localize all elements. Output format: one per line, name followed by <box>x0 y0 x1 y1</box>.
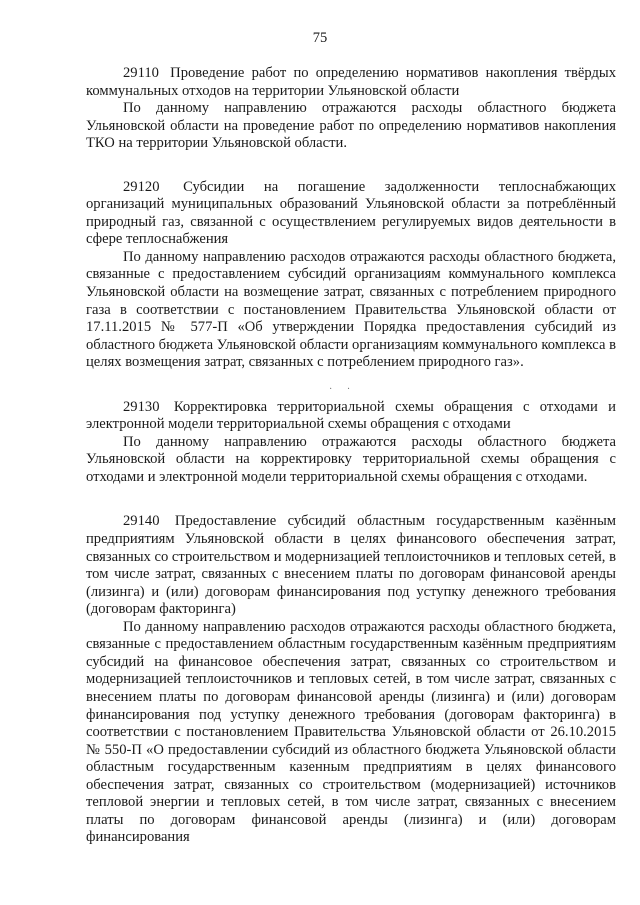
section-title: Субсидии на погашение задолженности теплоснабжающих организаций муниципальных образований Ульяновской области за потреблённый природный газ, связанной с осуществлением регулируемых видов деятельности в сфере теплоснабжения <box>86 178 616 248</box>
section-heading <box>86 179 616 249</box>
section-title: Предоставление субсидий областным государственным казённым предприятиям Ульяновской области в целях финансового обеспечения затрат, связанных со строительством и модернизацией теплоисточников и тепловых сетей, в том числе затрат, связанных с внесением платы по договорам финансовой аренды (лизинга) и (или) договорам финансирования под уступку денежного требования (договорам факторинга) <box>86 513 616 618</box>
section-paragraph: По данному направлению отражаются расходы областного бюджета Ульяновской области на корректировку территориальной схемы обращения с отходами и электронной модели территориальной схемы обращения с отходами. <box>86 433 616 485</box>
section-title: Проведение работ по определению нормативов накопления твёрдых коммунальных отходов на территории Ульяновской области <box>86 65 616 99</box>
section-29120 <box>86 179 616 372</box>
section-29130 <box>86 399 616 487</box>
section-code: 29110 <box>123 65 159 81</box>
section-code: 29120 <box>123 178 160 195</box>
scan-artifact: · · <box>329 384 357 395</box>
page-number: 75 <box>312 30 328 46</box>
section-code: 29130 <box>123 398 160 415</box>
section-paragraph: По данному направлению расходов отражаются расходы областного бюджета, связанные с предоставлением областным государственным казённым предприятиям субсидий на финансовое обеспечения затрат, связанных со строительством и модернизацией теплоисточников и тепловых сетей, в том числе затрат, связанных с внесением платы по договорам финансовой аренды (лизинга) и (или) договорам финансирования под уступку денежного требования (договорам факторинга) в соответствии с постановлением Правительства Ульяновской области от 26.10.2015 № 550-П «О предоставлении субсидий из областного бюджета Ульяновской области областным государственным казенным предприятиям в целях финансового обеспечения затрат, связанных со строительством (модернизацией) источников тепловой энергии и тепловых сетей, в том числе затрат, связанных с внесением платы по договорам финансовой аренды (лизинга) и (или) договорам финансирования <box>86 618 616 846</box>
section-heading <box>86 65 616 100</box>
section-heading <box>86 399 616 434</box>
section-title: Корректировка территориальной схемы обращения с отходами и электронной модели территориальной схемы обращения с отходами <box>86 398 616 433</box>
section-29110 <box>86 65 616 153</box>
section-code: 29140 <box>123 513 160 530</box>
section-paragraph: По данному направлению отражаются расходы областного бюджета Ульяновской области на проведение работ по определению нормативов накопления ТКО на территории Ульяновской области. <box>86 100 616 152</box>
section-heading <box>86 513 616 618</box>
section-paragraph: По данному направлению расходов отражаются расходы областного бюджета, связанные с предоставлением субсидий организациям коммунального комплекса Ульяновской области на возмещение затрат, связанных с потреблением природного газа в соответствии с постановлением Правительства Ульяновской области от 17.11.2015 № 577-П «Об утверждении Порядка предоставления субсидий из областного бюджета Ульяновской области организациям коммунального комплекса в целях возмещения затрат, связанных с потреблением природного газ». <box>86 248 616 371</box>
section-29140 <box>86 513 616 846</box>
document-body <box>86 65 616 847</box>
